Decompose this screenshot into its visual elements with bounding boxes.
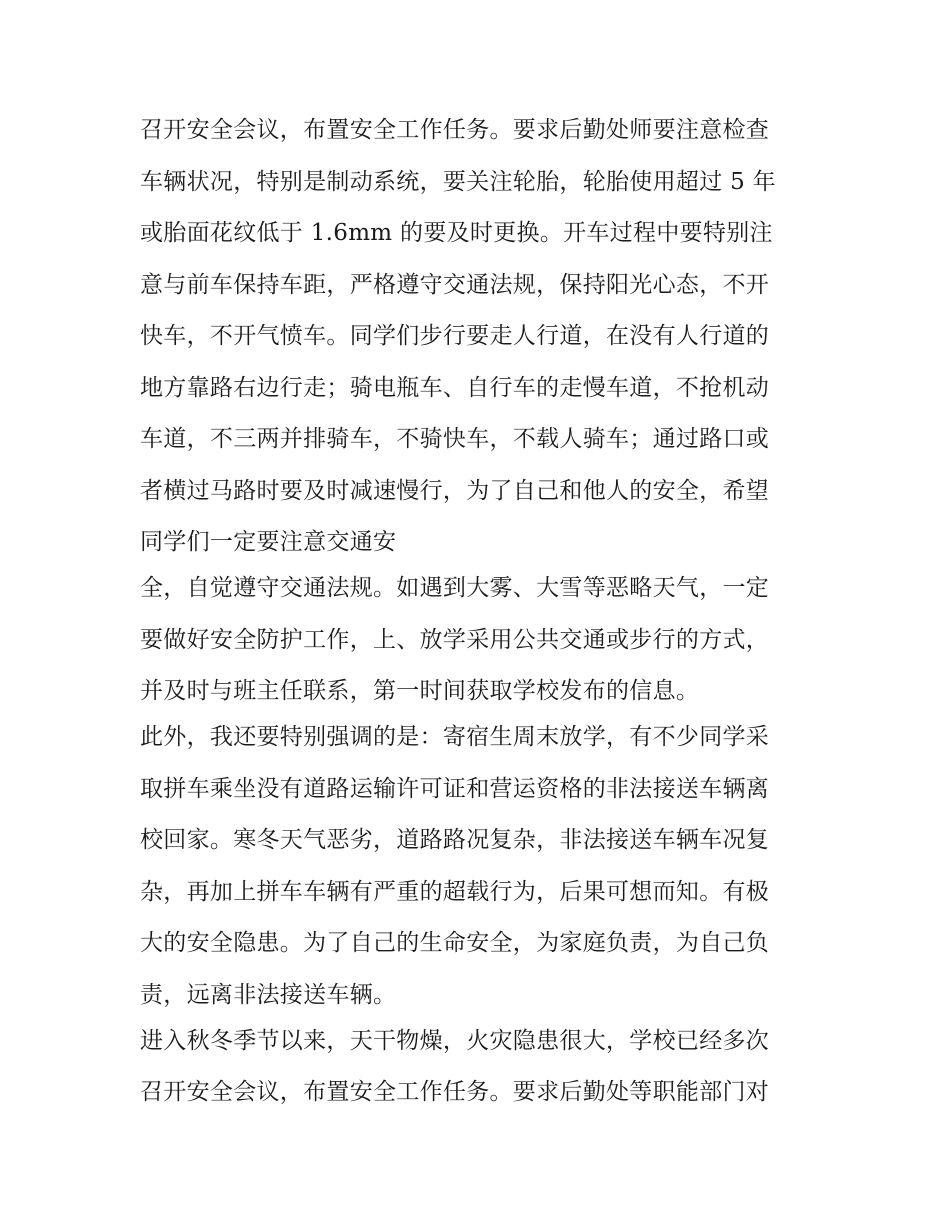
text-line: 或胎面花纹低于 1.6mm 的要及时更换。开车过程中要特别注	[140, 220, 773, 246]
text-line: 同学们一定要注意交通安	[140, 529, 397, 555]
text-line: 快车，不开气愤车。同学们步行要走人行道，在没有人行道的	[140, 323, 770, 349]
text-line: 并及时与班主任联系，第一时间获取学校发布的信息。	[140, 678, 700, 704]
text-line: 大的安全隐患。为了自己的生命安全，为家庭负责，为自己负	[140, 930, 770, 956]
text-line: 杂，再加上拼车车辆有严重的超载行为，后果可想而知。有极	[140, 878, 770, 905]
text-line: 要做好安全防护工作，上、放学采用公共交通或步行的方式，	[140, 626, 770, 653]
text-line: 进入秋冬季节以来，天干物燥，火灾隐患很大，学校已经多次	[140, 1027, 770, 1054]
text-line: 取拼车乘坐没有道路运输许可证和营运资格的非法接送车辆离	[140, 775, 770, 802]
text-line: 校回家。寒冬天气恶劣，道路路况复杂，非法接送车辆车况复	[140, 827, 770, 853]
text-line: 全，自觉遵守交通法规。如遇到大雾、大雪等恶略天气，一定	[140, 575, 770, 601]
text-line: 意与前车保持车距，严格遵守交通法规，保持阳光心态，不开	[140, 271, 770, 298]
text-line: 召开安全会议，布置安全工作任务。要求后勤处等职能部门对	[140, 1079, 770, 1105]
text-line: 此外，我还要特别强调的是：寄宿生周末放学，有不少同学采	[140, 724, 770, 750]
text-line: 车道，不三两并排骑车，不骑快车，不载人骑车；通过路口或	[140, 426, 770, 452]
text-line: 责，远离非法接送车辆。	[140, 981, 397, 1008]
text-line: 者横过马路时要及时减速慢行，为了自己和他人的安全，希望	[140, 477, 770, 504]
text-line: 车辆状况，特别是制动系统，要关注轮胎，轮胎使用超过 5 年	[140, 168, 776, 195]
body-text	[140, 110, 820, 1124]
text-line: 召开安全会议，布置安全工作任务。要求后勤处师要注意检查	[140, 117, 770, 143]
text-line: 地方靠路右边行走；骑电瓶车、自行车的走慢车道，不抢机动	[140, 374, 770, 401]
